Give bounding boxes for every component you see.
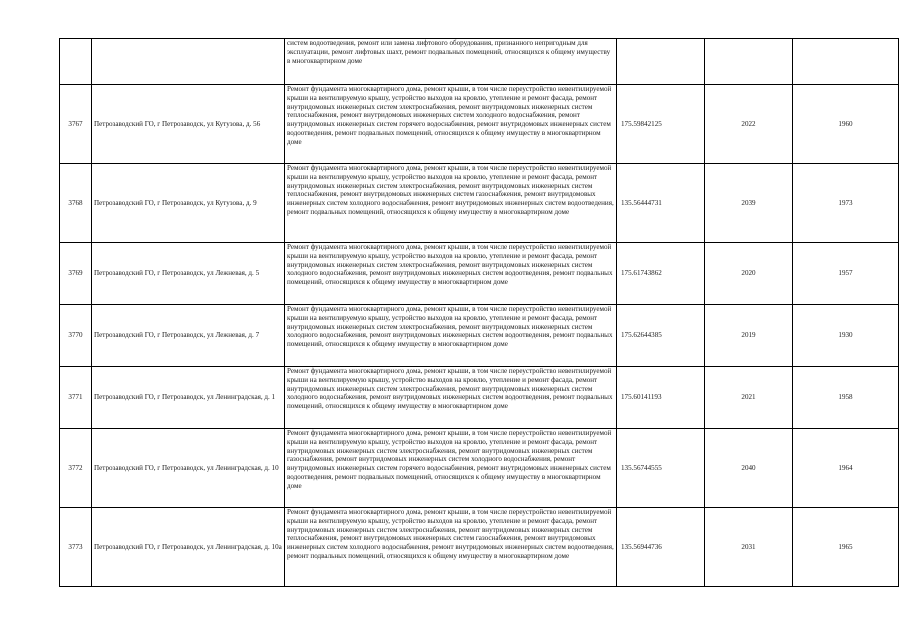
cost-cell: 175.61743862 — [617, 243, 705, 305]
row-number: 3768 — [60, 164, 92, 243]
planned-year-cell — [705, 39, 793, 85]
works-cell: Ремонт фундамента многоквартирного дома, ремонт крыши, в том числе переустройство невентилируемой крыши на вентилируемую крышу, устройство выходов на кровлю, утепление и ремонт фасада, ремонт внутридомовых инженерных систем электроснабжения, ремонт внутридомовых инженерных систем газоснабжения, ремонт внутридомовых инженерных систем холодного водоснабжения, ремонт внутридомовых инженерных систем горячего водоснабжения, ремонт внутридомовых инженерных систем водоотведения, ремонт подвальных помещений, относящихся к общему имуществу в многоквартирном доме — [285, 429, 617, 508]
row-number: 3773 — [60, 508, 92, 587]
build-year-cell: 1964 — [793, 429, 899, 508]
cost-cell: 175.62644385 — [617, 305, 705, 367]
build-year-cell: 1958 — [793, 367, 899, 429]
address-cell: Петрозаводский ГО, г Петрозаводск, ул Лежневая, д. 7 — [92, 305, 285, 367]
build-year-cell — [793, 39, 899, 85]
works-cell: Ремонт фундамента многоквартирного дома, ремонт крыши, в том числе переустройство невентилируемой крыши на вентилируемую крышу, устройство выходов на кровлю, утепление и ремонт фасада, ремонт внутридомовых инженерных систем электроснабжения, ремонт внутридомовых инженерных систем холодного водоснабжения, ремонт внутридомовых инженерных систем водоотведения, ремонт подвальных помещений, относящихся к общему имуществу в многоквартирном доме — [285, 305, 617, 367]
planned-year-cell: 2031 — [705, 508, 793, 587]
cost-cell: 175.60141193 — [617, 367, 705, 429]
row-number: 3769 — [60, 243, 92, 305]
works-cell: Ремонт фундамента многоквартирного дома, ремонт крыши, в том числе переустройство невентилируемой крыши на вентилируемую крышу, устройство выходов на кровлю, утепление и ремонт фасада, ремонт внутридомовых инженерных систем электроснабжения, ремонт внутридомовых инженерных систем холодного водоснабжения, ремонт внутридомовых инженерных систем водоотведения, ремонт подвальных помещений, относящихся к общему имуществу в многоквартирном доме — [285, 243, 617, 305]
build-year-cell: 1960 — [793, 85, 899, 164]
address-cell — [92, 39, 285, 85]
build-year-cell: 1973 — [793, 164, 899, 243]
works-cell: Ремонт фундамента многоквартирного дома, ремонт крыши, в том числе переустройство невентилируемой крыши на вентилируемую крышу, устройство выходов на кровлю, утепление и ремонт фасада, ремонт внутридомовых инженерных систем электроснабжения, ремонт внутридомовых инженерных систем теплоснабжения, ремонт внутридомовых инженерных систем газоснабжения, ремонт внутридомовых инженерных систем холодного водоснабжения, ремонт внутридомовых инженерных систем водоотведения, ремонт подвальных помещений, относящихся к общему имуществу в многоквартирном доме — [285, 508, 617, 587]
table-row — [60, 243, 899, 305]
address-cell: Петрозаводский ГО, г Петрозаводск, ул Кутузова, д. 9 — [92, 164, 285, 243]
planned-year-cell: 2040 — [705, 429, 793, 508]
cost-cell: 135.56444731 — [617, 164, 705, 243]
works-cell: Ремонт фундамента многоквартирного дома, ремонт крыши, в том числе переустройство невентилируемой крыши на вентилируемую крышу, устройство выходов на кровлю, утепление и ремонт фасада, ремонт внутридомовых инженерных систем электроснабжения, ремонт внутридомовых инженерных систем теплоснабжения, ремонт внутридомовых инженерных систем холодного водоснабжения, ремонт внутридомовых инженерных систем горячего водоснабжения, ремонт внутридомовых инженерных систем водоотведения, ремонт подвальных помещений, относящихся к общему имуществу в многоквартирном доме — [285, 85, 617, 164]
works-cell: Ремонт фундамента многоквартирного дома, ремонт крыши, в том числе переустройство невентилируемой крыши на вентилируемую крышу, устройство выходов на кровлю, утепление и ремонт фасада, ремонт внутридомовых инженерных систем электроснабжения, ремонт внутридомовых инженерных систем теплоснабжения, ремонт внутридомовых инженерных систем газоснабжения, ремонт внутридомовых инженерных систем холодного водоснабжения, ремонт внутридомовых инженерных систем водоотведения, ремонт подвальных помещений, относящихся к общему имуществу в многоквартирном доме — [285, 164, 617, 243]
table-row — [60, 85, 899, 164]
table-row — [60, 164, 899, 243]
cost-cell: 175.59842125 — [617, 85, 705, 164]
capital-repair-table — [59, 38, 899, 587]
cost-cell: 135.56744555 — [617, 429, 705, 508]
build-year-cell: 1965 — [793, 508, 899, 587]
table-row — [60, 429, 899, 508]
cost-cell: 135.56944736 — [617, 508, 705, 587]
cost-cell — [617, 39, 705, 85]
row-number — [60, 39, 92, 85]
planned-year-cell: 2021 — [705, 367, 793, 429]
planned-year-cell: 2020 — [705, 243, 793, 305]
address-cell: Петрозаводский ГО, г Петрозаводск, ул Кутузова, д. 56 — [92, 85, 285, 164]
address-cell: Петрозаводский ГО, г Петрозаводск, ул Ленинградская, д. 10 — [92, 429, 285, 508]
address-cell: Петрозаводский ГО, г Петрозаводск, ул Ленинградская, д. 10а — [92, 508, 285, 587]
row-number: 3771 — [60, 367, 92, 429]
table-row — [60, 305, 899, 367]
address-cell: Петрозаводский ГО, г Петрозаводск, ул Лежневая, д. 5 — [92, 243, 285, 305]
table-row — [60, 508, 899, 587]
planned-year-cell: 2039 — [705, 164, 793, 243]
address-cell: Петрозаводский ГО, г Петрозаводск, ул Ленинградская, д. 1 — [92, 367, 285, 429]
build-year-cell: 1957 — [793, 243, 899, 305]
row-number: 3770 — [60, 305, 92, 367]
build-year-cell: 1930 — [793, 305, 899, 367]
works-cell: систем водоотведения, ремонт или замена лифтового оборудования, признанного непригодным для эксплуатации, ремонт лифтовых шахт, ремонт подвальных помещений, относящихся к общему имуществу в многоквартирном доме — [285, 39, 617, 85]
row-number: 3772 — [60, 429, 92, 508]
works-cell: Ремонт фундамента многоквартирного дома, ремонт крыши, в том числе переустройство невентилируемой крыши на вентилируемую крышу, устройство выходов на кровлю, утепление и ремонт фасада, ремонт внутридомовых инженерных систем электроснабжения, ремонт внутридомовых инженерных систем холодного водоснабжения, ремонт внутридомовых инженерных систем водоотведения, ремонт подвальных помещений, относящихся к общему имуществу в многоквартирном доме — [285, 367, 617, 429]
table-row — [60, 39, 899, 85]
planned-year-cell: 2019 — [705, 305, 793, 367]
table-row — [60, 367, 899, 429]
row-number: 3767 — [60, 85, 92, 164]
planned-year-cell: 2022 — [705, 85, 793, 164]
